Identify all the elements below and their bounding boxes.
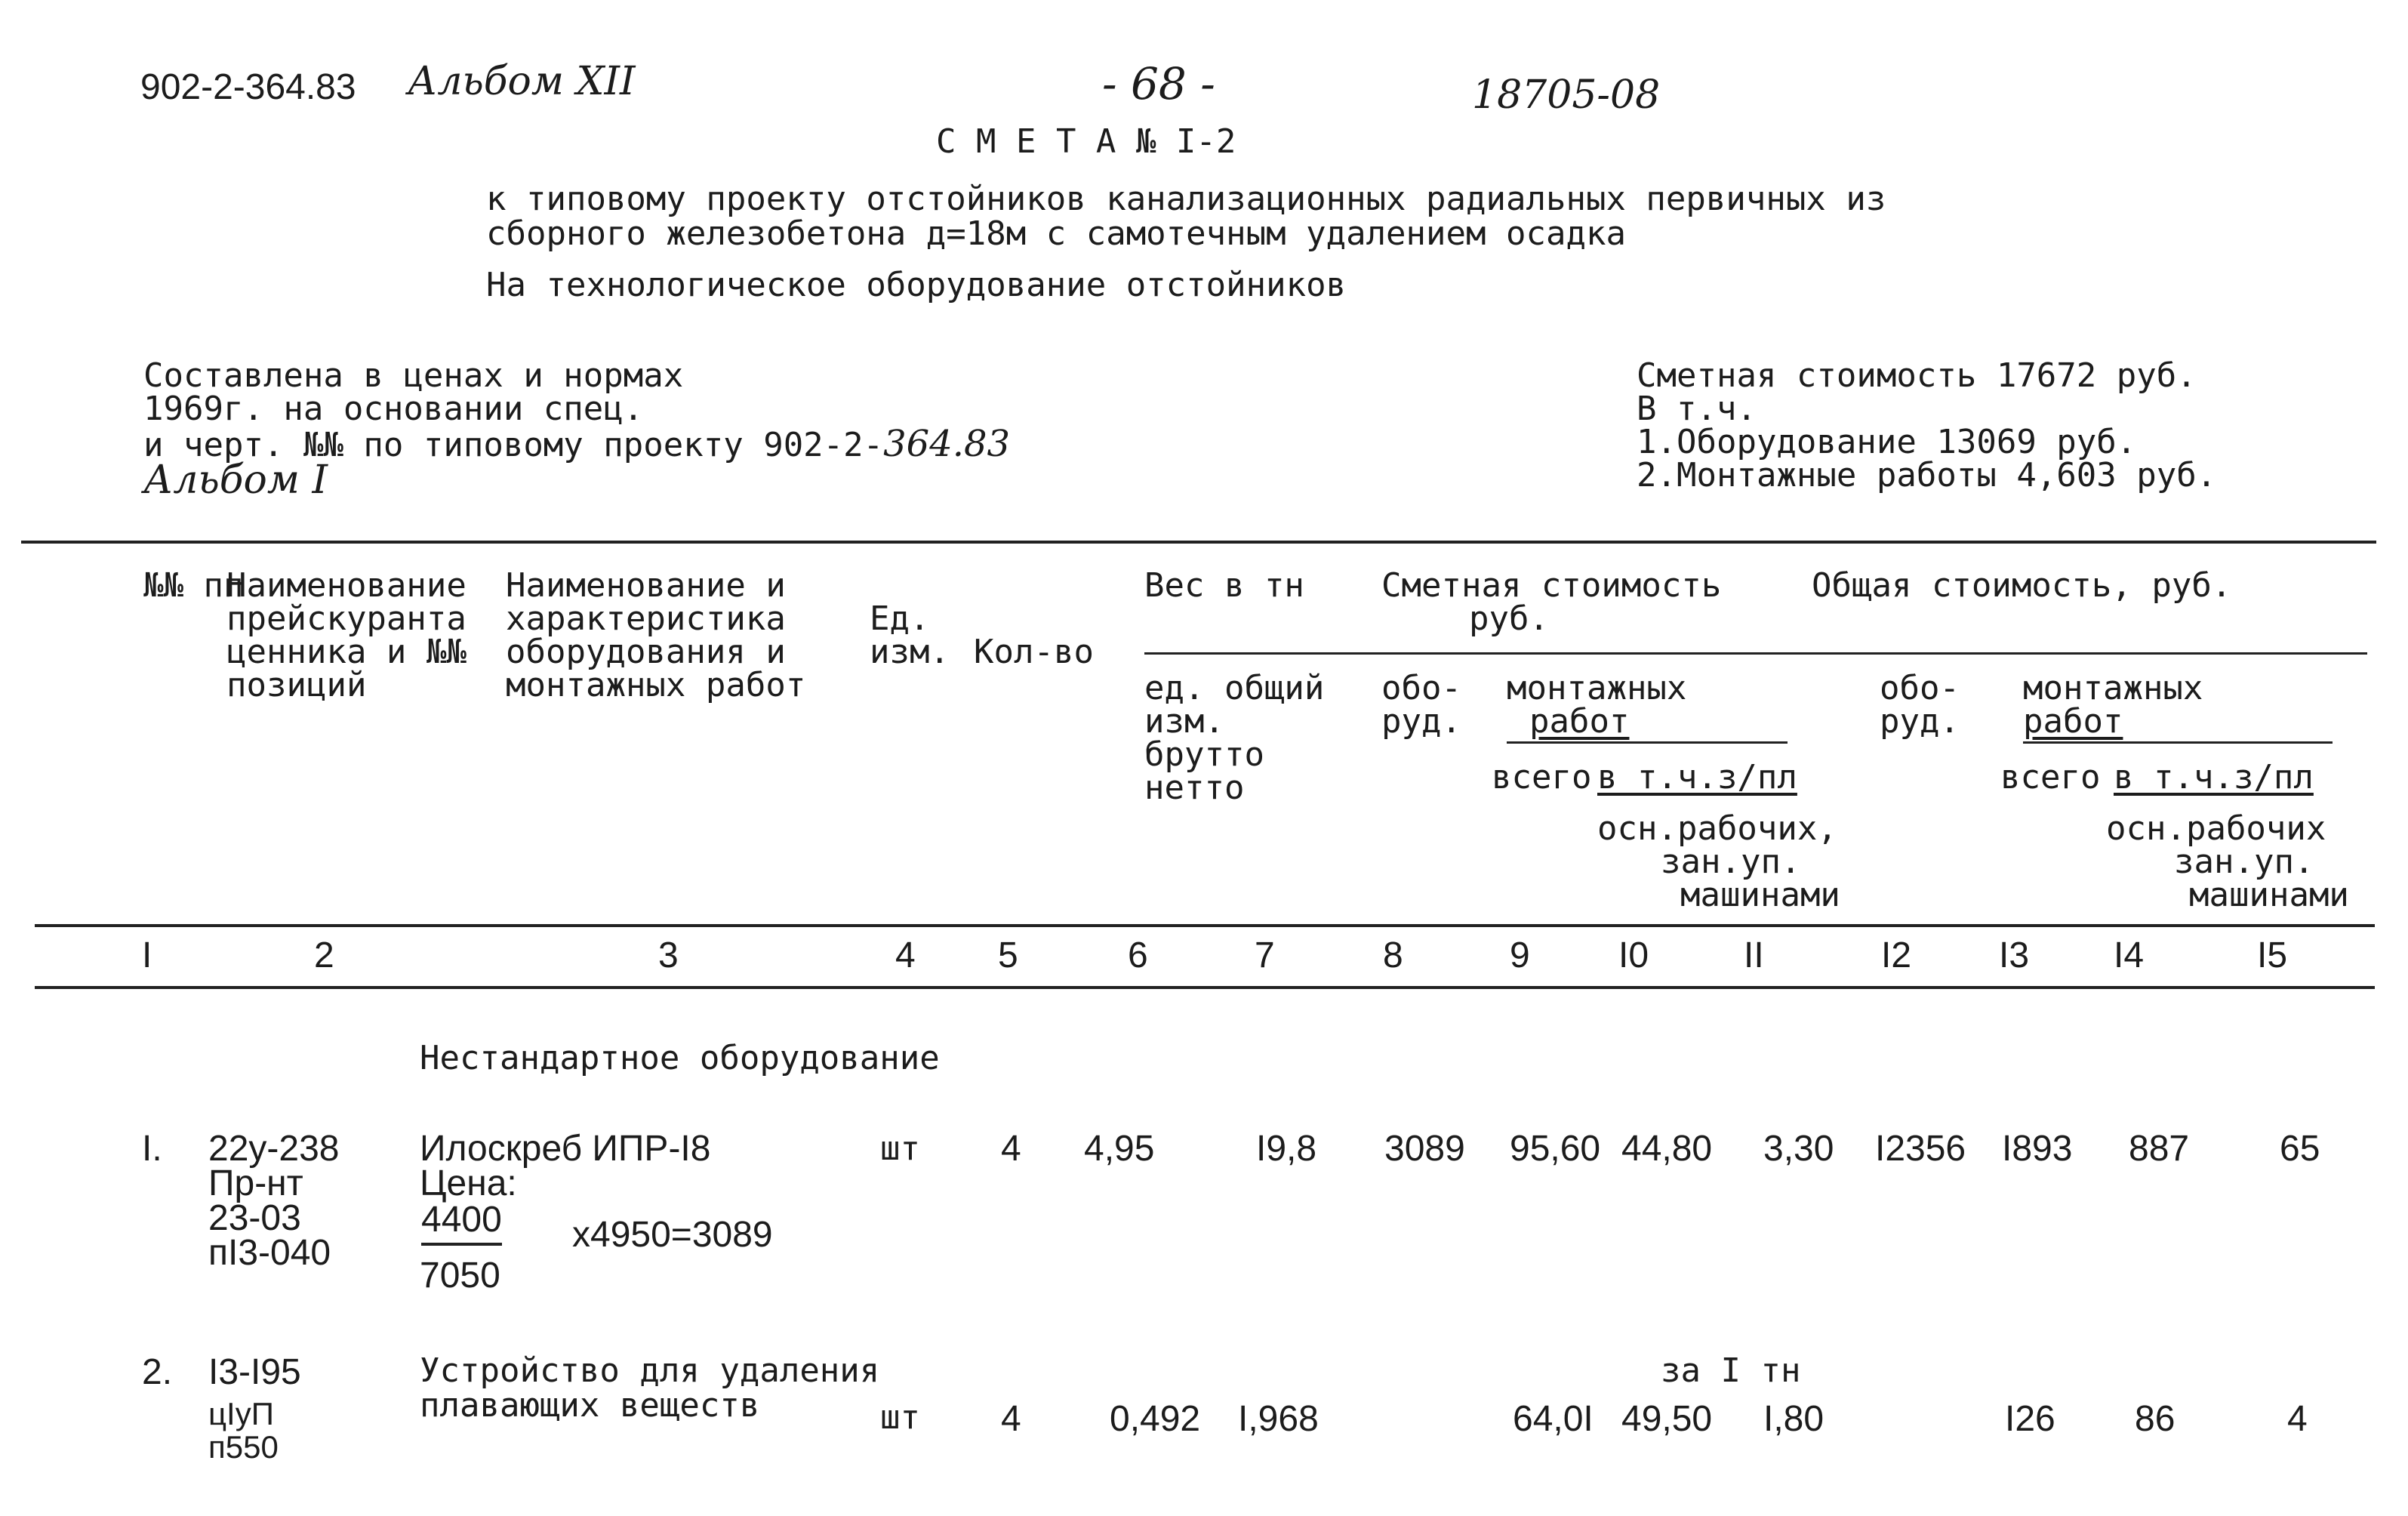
mounting-subheader: монтажных xyxy=(1507,669,1687,707)
total-mounting: I893 xyxy=(2002,1129,2073,1169)
col-estimated-cost-header: Сметная стоимость xyxy=(1381,566,1722,605)
col-number: I4 xyxy=(2114,935,2145,975)
basis-line-3-text: и черт. №№ по типовому проекту 902-2- xyxy=(143,426,884,464)
row-number: I. xyxy=(142,1129,162,1169)
weight-unit: 4,95 xyxy=(1084,1129,1155,1169)
header-line: Наименование и xyxy=(506,566,786,605)
col-number: 7 xyxy=(1255,935,1275,975)
basis-line-2: 1969г. на основании спец. xyxy=(143,390,644,428)
pricelist-line: Пр-нт xyxy=(208,1163,303,1203)
weight-total: I,968 xyxy=(1238,1399,1319,1439)
header-line: характеристика xyxy=(506,599,786,638)
col-unit-header: Ед. xyxy=(870,599,930,638)
estimate-total: Сметная стоимость 17672 руб. xyxy=(1637,356,2197,395)
col-numbers-bottom-rule xyxy=(35,986,2375,989)
header-line: изм. xyxy=(1144,702,1224,741)
total-workers-subheader: осн.рабочих xyxy=(2106,809,2326,848)
col-number: 5 xyxy=(998,935,1018,975)
price-label: Цена: xyxy=(420,1163,517,1203)
mounting-subheader-2: работ xyxy=(1529,702,1630,741)
header-line: нетто xyxy=(1144,769,1245,807)
mounting-rule xyxy=(1507,741,1788,744)
header-line: брутто xyxy=(1144,735,1264,774)
total-total-subheader: всего xyxy=(2000,758,2101,797)
price-numerator: 4400 xyxy=(421,1202,502,1246)
est-wage-subheader: в т.ч.з/пл xyxy=(1597,758,1797,797)
header-line: монтажных работ xyxy=(506,666,806,704)
unit: шт xyxy=(880,1129,920,1168)
total-mounting-subheader: монтажных xyxy=(2023,669,2203,707)
page-number: - 68 - xyxy=(1102,58,1215,109)
equipment-name-2: плавающих веществ xyxy=(420,1386,760,1425)
header-line: оборудования и xyxy=(506,633,786,671)
cost-equipment: 3089 xyxy=(1384,1129,1465,1169)
col-number: I xyxy=(142,935,152,975)
cost-wage: 44,80 xyxy=(1621,1129,1713,1169)
total-mounting: I26 xyxy=(2005,1399,2055,1439)
quantity: 4 xyxy=(1001,1129,1021,1169)
basis-album-handwritten: Альбом I xyxy=(143,458,328,503)
basis-line-1: Составлена в ценах и нормах xyxy=(143,356,684,395)
equipment-name: Илоскреб ИПР-I8 xyxy=(420,1129,711,1169)
col-number: I2 xyxy=(1881,935,1912,975)
cost-wage: 49,50 xyxy=(1621,1399,1713,1439)
price-denominator: 7050 xyxy=(420,1256,500,1296)
col-number: 8 xyxy=(1383,935,1403,975)
header-sub-rule xyxy=(1144,652,2367,655)
unit: шт xyxy=(880,1398,920,1437)
quantity: 4 xyxy=(1001,1399,1021,1439)
total-wage-subheader: в т.ч.з/пл xyxy=(2114,758,2314,797)
estimate-equipment: 1.Оборудование 13069 руб. xyxy=(1637,423,2137,461)
project-code: 902-2-364.83 xyxy=(140,67,356,107)
equipment-name: Устройство для удаления xyxy=(420,1351,880,1390)
cost-machines: I,80 xyxy=(1763,1399,1824,1439)
col-total-cost-header: Общая стоимость, руб. xyxy=(1812,566,2232,605)
col-number: 2 xyxy=(314,935,334,975)
total-mounting-subheader-2: работ xyxy=(2023,702,2123,741)
pricelist-line: 22у-238 xyxy=(208,1129,340,1169)
total-machines: 4 xyxy=(2287,1399,2308,1439)
album-handwritten: Альбом XII xyxy=(408,59,636,104)
col-number: I3 xyxy=(1999,935,2030,975)
total-machines: 65 xyxy=(2280,1129,2320,1169)
pricelist-line: пI3-040 xyxy=(208,1233,331,1273)
estimate-mounting: 2.Монтажные работы 4,603 руб. xyxy=(1637,456,2217,495)
col-estimated-cost-unit: руб. xyxy=(1469,599,1549,638)
row-number: 2. xyxy=(142,1352,173,1392)
header-line: ед. общий xyxy=(1144,669,1325,707)
weight-unit: 0,492 xyxy=(1110,1399,1201,1439)
col-number: I0 xyxy=(1618,935,1649,975)
header-line: позиций xyxy=(226,666,367,704)
subtitle-line-3: На технологическое оборудование отстойников xyxy=(486,266,1347,304)
pricelist-line: I3-I95 xyxy=(208,1352,301,1392)
total-wage: 887 xyxy=(2129,1129,2190,1169)
document-title: С М Е Т А № I-2 xyxy=(936,122,1236,161)
col-number: 9 xyxy=(1510,935,1530,975)
col-number: I5 xyxy=(2257,935,2288,975)
subtitle-line-2: сборного железобетона д=18м с самотечным удалением осадка xyxy=(486,214,1626,253)
header-line: Наименование xyxy=(226,566,467,605)
table-top-rule xyxy=(21,541,2376,544)
per-ton-note: за I тн xyxy=(1661,1351,1801,1390)
basis-project-handwritten: 364.83 xyxy=(883,423,1011,465)
cost-machines: 3,30 xyxy=(1763,1129,1834,1169)
section-title: Нестандартное оборудование xyxy=(420,1039,940,1077)
subtitle-line-1: к типовому проекту отстойников канализационных радиальных первичных из xyxy=(486,180,1886,218)
col-number: 6 xyxy=(1128,935,1148,975)
col-qty-header: Кол-во xyxy=(974,633,1094,671)
equipment-subheader-2: руд. xyxy=(1381,702,1461,741)
col-unit-header-2: изм. xyxy=(870,633,950,671)
col-number: 3 xyxy=(658,935,679,975)
est-total-subheader: всего xyxy=(1492,758,1592,797)
cost-mounting-total: 95,60 xyxy=(1510,1129,1601,1169)
total-wage: 86 xyxy=(2135,1399,2176,1439)
col-num-header: №№ пп xyxy=(143,566,244,605)
total-mounting-rule xyxy=(2023,741,2333,744)
total-equipment: I2356 xyxy=(1875,1129,1966,1169)
est-workers-subheader: осн.рабочих, xyxy=(1597,809,1837,848)
header-line: прейскуранта xyxy=(226,599,467,638)
pricelist-line: 23-03 xyxy=(208,1198,301,1238)
basis-line-3 xyxy=(143,423,1011,465)
col-number: II xyxy=(1744,935,1764,975)
col-weight-header: Вес в тн xyxy=(1144,566,1304,605)
total-equipment-subheader: обо- xyxy=(1880,669,1960,707)
col-number: 4 xyxy=(895,935,916,975)
pricelist-line: п550 xyxy=(208,1429,279,1465)
cost-mounting-total: 64,0I xyxy=(1513,1399,1594,1439)
pricelist-line: цIуП xyxy=(208,1396,274,1431)
archive-number: 18705-08 xyxy=(1472,72,1661,118)
equipment-subheader: обо- xyxy=(1381,669,1461,707)
estimate-incl: В т.ч. xyxy=(1637,390,1757,428)
total-workers-subheader-3: машинами xyxy=(2189,876,2349,914)
col-numbers-top-rule xyxy=(35,924,2375,927)
weight-total: I9,8 xyxy=(1256,1129,1317,1169)
header-line: ценника и №№ xyxy=(226,633,467,671)
price-calculation: х4950=3089 xyxy=(572,1215,773,1255)
total-equipment-subheader-2: руд. xyxy=(1880,702,1960,741)
est-workers-subheader-3: машинами xyxy=(1680,876,1840,914)
total-workers-subheader-2: зан.уп. xyxy=(2174,843,2314,881)
est-workers-subheader-2: зан.уп. xyxy=(1661,843,1801,881)
